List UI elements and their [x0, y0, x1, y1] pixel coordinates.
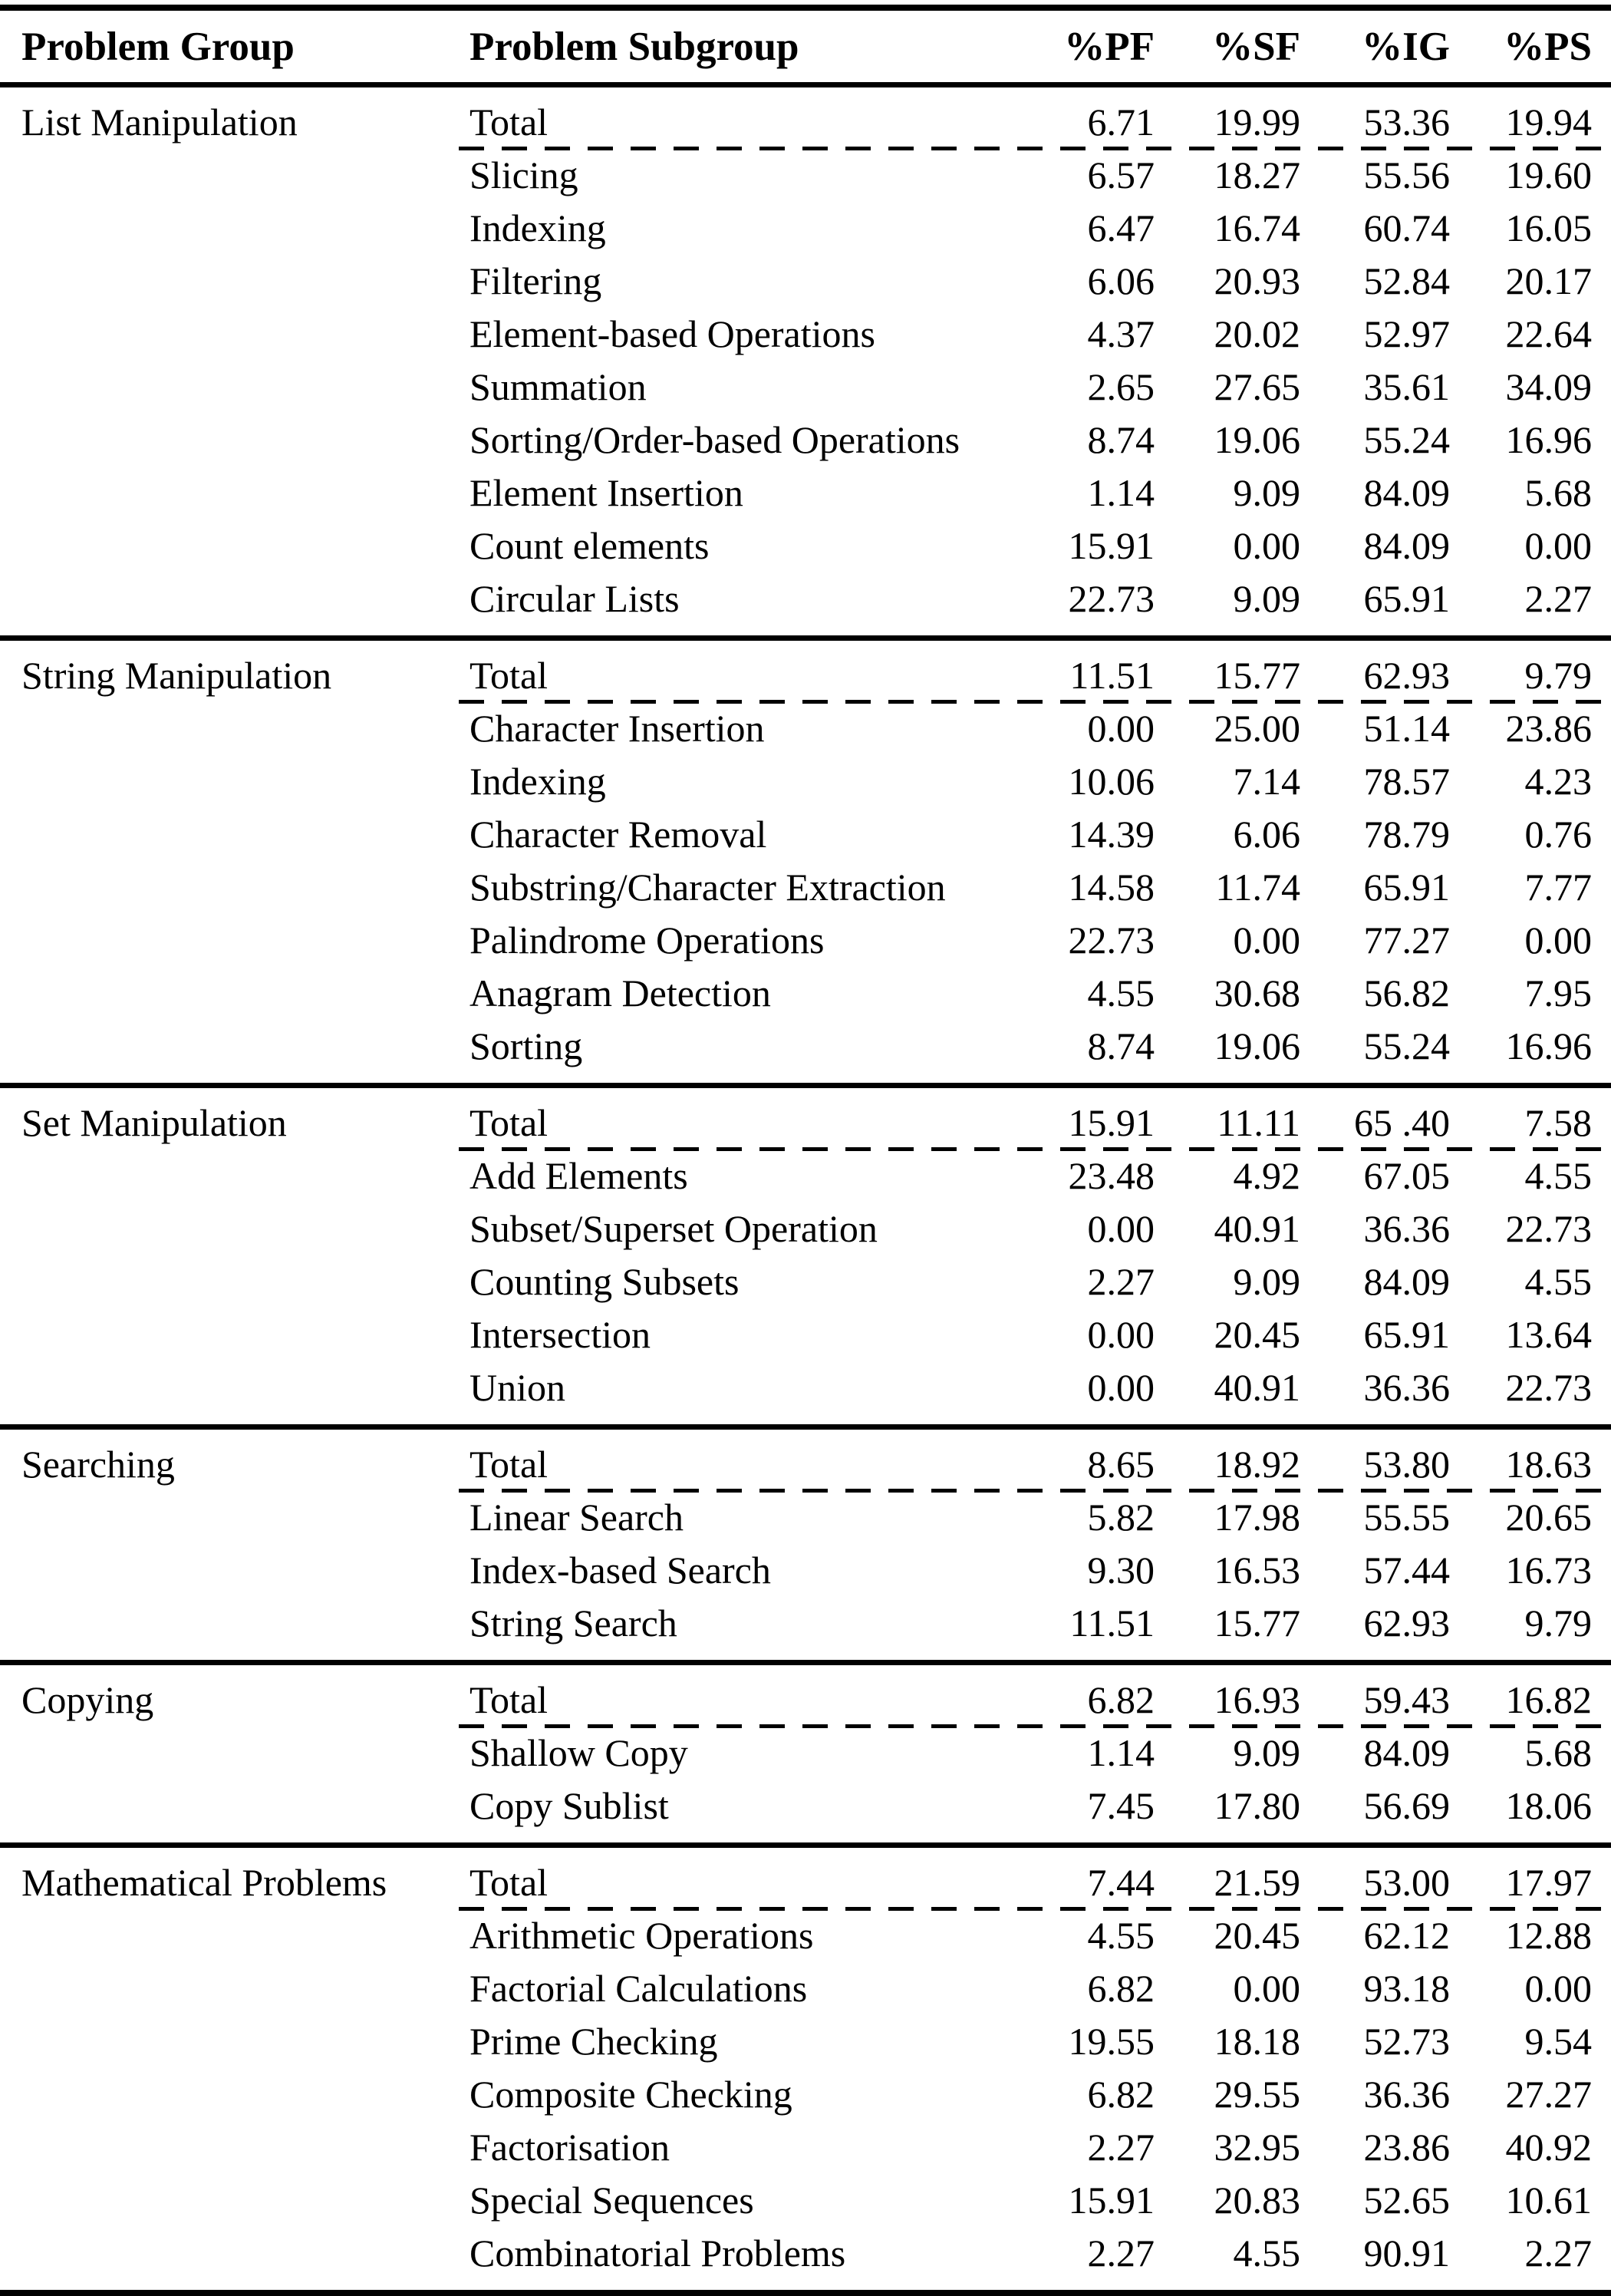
cell-problem-subgroup: Palindrome Operations [469, 918, 825, 962]
header-bottom-rule [0, 82, 1611, 87]
table-header-row [0, 11, 1611, 82]
table-row [0, 2120, 1611, 2173]
cell-sf: 40.91 [1214, 1206, 1300, 1250]
cell-ps: 5.68 [1524, 470, 1592, 514]
table-row [0, 1361, 1611, 1414]
table-row [0, 201, 1611, 254]
group-separator-rule [0, 635, 1611, 641]
cell-ig: 84.09 [1363, 523, 1450, 567]
cell-sf: 11.74 [1215, 865, 1300, 909]
cell-sf: 15.77 [1214, 1601, 1300, 1644]
table-row-total [0, 1856, 1611, 1908]
cell-problem-subgroup: Character Removal [469, 812, 767, 856]
table-row [0, 519, 1611, 572]
cell-problem-subgroup: Copy Sublist [469, 1783, 669, 1827]
table-row [0, 307, 1611, 360]
cell-problem-subgroup: Linear Search [469, 1495, 684, 1539]
cell-pf: 6.06 [1087, 259, 1155, 302]
cell-ps: 4.23 [1524, 759, 1592, 803]
cell-ig: 53.80 [1363, 1442, 1450, 1486]
cell-pf: 4.37 [1087, 312, 1155, 355]
cell-sf: 9.09 [1233, 1730, 1300, 1774]
table-row [0, 807, 1611, 860]
cell-pf: 6.82 [1087, 1677, 1155, 1721]
table-row [0, 1779, 1611, 1832]
table-row-total [0, 1673, 1611, 1726]
table-row-total [0, 1096, 1611, 1149]
cell-pf: 11.51 [1069, 653, 1155, 697]
cell-ps: 2.27 [1524, 576, 1592, 620]
table-row [0, 2226, 1611, 2279]
cell-ps: 4.55 [1524, 1153, 1592, 1197]
cell-ig: 84.09 [1363, 470, 1450, 514]
cell-sf: 20.45 [1214, 1312, 1300, 1356]
cell-sf: 30.68 [1214, 971, 1300, 1014]
table-row [0, 2014, 1611, 2067]
table-row [0, 466, 1611, 519]
cell-problem-subgroup: Arithmetic Operations [469, 1913, 814, 1957]
cell-problem-subgroup: Indexing [469, 206, 606, 249]
group-separator-rule [0, 1842, 1611, 1848]
group-section-set-manipulation [0, 1088, 1611, 1424]
cell-ps: 12.88 [1505, 1913, 1592, 1957]
cell-sf: 17.98 [1214, 1495, 1300, 1539]
cell-sf: 19.99 [1214, 100, 1300, 144]
cell-sf: 20.02 [1214, 312, 1300, 355]
cell-pf: 6.82 [1087, 2072, 1155, 2116]
cell-sf: 6.06 [1233, 812, 1300, 856]
cell-ig: 36.36 [1363, 1365, 1450, 1409]
cell-problem-group: Copying [21, 1677, 154, 1721]
cell-sf: 18.92 [1214, 1442, 1300, 1486]
cell-sf: 18.27 [1214, 153, 1300, 196]
cell-ig: 65.91 [1363, 865, 1450, 909]
cell-problem-group: String Manipulation [21, 653, 332, 697]
cell-ps: 16.96 [1505, 417, 1592, 461]
cell-ps: 7.58 [1524, 1100, 1592, 1144]
cell-pf: 22.73 [1068, 918, 1155, 962]
cell-ps: 17.97 [1505, 1860, 1592, 1904]
cell-problem-subgroup: Index-based Search [469, 1548, 771, 1592]
table-row [0, 913, 1611, 966]
col-header-ps: %PS [1504, 24, 1592, 69]
cell-pf: 23.48 [1068, 1153, 1155, 1197]
cell-ps: 27.27 [1505, 2072, 1592, 2116]
cell-ig: 23.86 [1363, 2125, 1450, 2169]
group-section-searching [0, 1430, 1611, 1660]
cell-ps: 16.05 [1505, 206, 1592, 249]
cell-sf: 4.92 [1233, 1153, 1300, 1197]
cell-problem-subgroup: Union [469, 1365, 565, 1409]
cell-sf: 11.11 [1217, 1100, 1300, 1144]
cell-sf: 9.09 [1233, 576, 1300, 620]
group-separator-rule [0, 1083, 1611, 1088]
cell-sf: 4.55 [1233, 2231, 1300, 2275]
cell-ig: 53.00 [1363, 1860, 1450, 1904]
cell-problem-subgroup: Factorisation [469, 2125, 670, 2169]
cell-sf: 0.00 [1233, 918, 1300, 962]
cell-ps: 2.27 [1524, 2231, 1592, 2275]
cell-problem-subgroup: Add Elements [469, 1153, 688, 1197]
table-row [0, 2067, 1611, 2120]
cell-ps: 19.60 [1505, 153, 1592, 196]
cell-sf: 17.80 [1214, 1783, 1300, 1827]
cell-problem-subgroup: Combinatorial Problems [469, 2231, 846, 2275]
cell-problem-subgroup: Total [469, 1860, 549, 1904]
table-row [0, 413, 1611, 466]
cell-ig: 52.65 [1363, 2178, 1450, 2222]
cell-sf: 32.95 [1214, 2125, 1300, 2169]
col-header-sf: %SF [1212, 24, 1300, 69]
cell-problem-subgroup: Total [469, 653, 549, 697]
table-row [0, 1596, 1611, 1649]
cell-ig: 62.93 [1363, 1601, 1450, 1644]
cell-ig: 56.82 [1363, 971, 1450, 1014]
cell-pf: 2.27 [1087, 2231, 1155, 2275]
cell-ps: 9.54 [1524, 2019, 1592, 2063]
cell-pf: 10.06 [1068, 759, 1155, 803]
cell-ps: 9.79 [1524, 653, 1592, 697]
cell-problem-subgroup: Total [469, 1100, 549, 1144]
cell-ig: 84.09 [1363, 1259, 1450, 1303]
col-header-problem-subgroup: Problem Subgroup [469, 24, 799, 69]
cell-pf: 4.55 [1087, 1913, 1155, 1957]
cell-ps: 20.17 [1505, 259, 1592, 302]
group-section-string-manipulation [0, 641, 1611, 1083]
cell-ps: 16.82 [1505, 1677, 1592, 1721]
cell-sf: 19.06 [1214, 417, 1300, 461]
cell-ig: 62.93 [1363, 653, 1450, 697]
cell-problem-subgroup: Composite Checking [469, 2072, 792, 2116]
cell-problem-subgroup: String Search [469, 1601, 677, 1644]
cell-problem-subgroup: Special Sequences [469, 2178, 754, 2222]
cell-problem-subgroup: Circular Lists [469, 576, 680, 620]
cell-ps: 19.94 [1505, 100, 1592, 144]
cell-pf: 6.47 [1087, 206, 1155, 249]
cell-ig: 59.43 [1363, 1677, 1450, 1721]
group-separator-rule [0, 1660, 1611, 1665]
cell-sf: 16.74 [1214, 206, 1300, 249]
cell-ig: 93.18 [1363, 1966, 1450, 2010]
cell-ps: 0.00 [1524, 918, 1592, 962]
table-row [0, 1308, 1611, 1361]
cell-sf: 25.00 [1214, 706, 1300, 750]
cell-sf: 0.00 [1233, 1966, 1300, 2010]
cell-problem-subgroup: Counting Subsets [469, 1259, 740, 1303]
cell-problem-group: Mathematical Problems [21, 1860, 387, 1904]
cell-sf: 27.65 [1214, 365, 1300, 408]
cell-ps: 9.79 [1524, 1601, 1592, 1644]
cell-pf: 0.00 [1087, 1312, 1155, 1356]
cell-problem-group: List Manipulation [21, 100, 298, 144]
cell-pf: 2.27 [1087, 1259, 1155, 1303]
table-bottom-rule [0, 2290, 1611, 2296]
cell-ps: 10.61 [1505, 2178, 1592, 2222]
cell-ig: 53.36 [1363, 100, 1450, 144]
cell-ps: 23.86 [1505, 706, 1592, 750]
cell-pf: 14.39 [1068, 812, 1155, 856]
cell-ps: 22.73 [1505, 1365, 1592, 1409]
cell-ig: 36.36 [1363, 1206, 1450, 1250]
cell-pf: 7.44 [1087, 1860, 1155, 1904]
cell-problem-subgroup: Total [469, 1677, 549, 1721]
cell-ps: 5.68 [1524, 1730, 1592, 1774]
cell-ps: 22.73 [1505, 1206, 1592, 1250]
table-row [0, 966, 1611, 1019]
group-separator-rule [0, 1424, 1611, 1430]
cell-pf: 19.55 [1068, 2019, 1155, 2063]
cell-pf: 6.57 [1087, 153, 1155, 196]
cell-ig: 62.12 [1363, 1913, 1450, 1957]
table-row-total [0, 95, 1611, 148]
table-row-total [0, 1437, 1611, 1490]
group-section-mathematical-problems [0, 1848, 1611, 2290]
cell-ig: 65 .40 [1354, 1100, 1450, 1144]
cell-ps: 20.65 [1505, 1495, 1592, 1539]
cell-pf: 8.74 [1087, 417, 1155, 461]
table-row [0, 701, 1611, 754]
cell-ps: 0.00 [1524, 1966, 1592, 2010]
cell-problem-subgroup: Sorting [469, 1024, 583, 1067]
cell-ps: 13.64 [1505, 1312, 1592, 1356]
table-row-total [0, 648, 1611, 701]
cell-ig: 90.91 [1363, 2231, 1450, 2275]
table-row [0, 1490, 1611, 1543]
cell-pf: 0.00 [1087, 1365, 1155, 1409]
cell-problem-subgroup: Filtering [469, 259, 602, 302]
cell-problem-subgroup: Total [469, 100, 549, 144]
cell-sf: 15.77 [1214, 653, 1300, 697]
cell-ig: 52.73 [1363, 2019, 1450, 2063]
cell-pf: 15.91 [1068, 523, 1155, 567]
table-row [0, 360, 1611, 413]
cell-problem-subgroup: Summation [469, 365, 647, 408]
cell-sf: 7.14 [1233, 759, 1300, 803]
cell-problem-subgroup: Shallow Copy [469, 1730, 688, 1774]
cell-problem-subgroup: Prime Checking [469, 2019, 718, 2063]
cell-sf: 9.09 [1233, 1259, 1300, 1303]
cell-ps: 22.64 [1505, 312, 1592, 355]
cell-problem-subgroup: Element-based Operations [469, 312, 875, 355]
cell-pf: 15.91 [1068, 1100, 1155, 1144]
cell-ps: 18.63 [1505, 1442, 1592, 1486]
cell-sf: 0.00 [1233, 523, 1300, 567]
cell-pf: 1.14 [1087, 1730, 1155, 1774]
cell-ps: 18.06 [1505, 1783, 1592, 1827]
table-row [0, 1019, 1611, 1072]
cell-problem-subgroup: Character Insertion [469, 706, 765, 750]
cell-ig: 77.27 [1363, 918, 1450, 962]
cell-problem-subgroup: Total [469, 1442, 549, 1486]
cell-sf: 9.09 [1233, 470, 1300, 514]
cell-ig: 67.05 [1363, 1153, 1450, 1197]
group-section-list-manipulation [0, 87, 1611, 635]
cell-sf: 16.53 [1214, 1548, 1300, 1592]
cell-pf: 11.51 [1069, 1601, 1155, 1644]
cell-problem-group: Set Manipulation [21, 1100, 287, 1144]
cell-ig: 84.09 [1363, 1730, 1450, 1774]
cell-pf: 1.14 [1087, 470, 1155, 514]
cell-ps: 0.76 [1524, 812, 1592, 856]
cell-ps: 7.95 [1524, 971, 1592, 1014]
cell-ps: 16.96 [1505, 1024, 1592, 1067]
cell-pf: 0.00 [1087, 1206, 1155, 1250]
table-row [0, 1202, 1611, 1255]
cell-problem-subgroup: Element Insertion [469, 470, 743, 514]
cell-ig: 55.24 [1363, 1024, 1450, 1067]
cell-ig: 55.56 [1363, 153, 1450, 196]
cell-pf: 4.55 [1087, 971, 1155, 1014]
cell-ig: 51.14 [1363, 706, 1450, 750]
cell-sf: 29.55 [1214, 2072, 1300, 2116]
cell-ig: 56.69 [1363, 1783, 1450, 1827]
cell-problem-subgroup: Count elements [469, 523, 710, 567]
cell-sf: 18.18 [1214, 2019, 1300, 2063]
cell-ig: 60.74 [1363, 206, 1450, 249]
cell-sf: 19.06 [1214, 1024, 1300, 1067]
cell-problem-subgroup: Subset/Superset Operation [469, 1206, 878, 1250]
cell-problem-subgroup: Indexing [469, 759, 606, 803]
cell-ps: 0.00 [1524, 523, 1592, 567]
cell-pf: 6.71 [1087, 100, 1155, 144]
table-row [0, 1543, 1611, 1596]
table-row [0, 1726, 1611, 1779]
cell-ig: 36.36 [1363, 2072, 1450, 2116]
cell-pf: 8.65 [1087, 1442, 1155, 1486]
cell-ig: 65.91 [1363, 1312, 1450, 1356]
table-row [0, 1961, 1611, 2014]
cell-ig: 57.44 [1363, 1548, 1450, 1592]
cell-sf: 16.93 [1214, 1677, 1300, 1721]
cell-ig: 35.61 [1363, 365, 1450, 408]
cell-problem-subgroup: Sorting/Order-based Operations [469, 417, 960, 461]
cell-pf: 14.58 [1068, 865, 1155, 909]
cell-pf: 8.74 [1087, 1024, 1155, 1067]
cell-ig: 55.55 [1363, 1495, 1450, 1539]
cell-ps: 4.55 [1524, 1259, 1592, 1303]
table-body [0, 87, 1611, 2290]
table-row [0, 254, 1611, 307]
cell-ig: 52.97 [1363, 312, 1450, 355]
cell-ps: 16.73 [1505, 1548, 1592, 1592]
cell-ig: 78.79 [1363, 812, 1450, 856]
cell-pf: 2.65 [1087, 365, 1155, 408]
cell-sf: 20.93 [1214, 259, 1300, 302]
cell-sf: 21.59 [1214, 1860, 1300, 1904]
cell-sf: 40.91 [1214, 1365, 1300, 1409]
cell-pf: 2.27 [1087, 2125, 1155, 2169]
cell-problem-subgroup: Anagram Detection [469, 971, 771, 1014]
table-row [0, 148, 1611, 201]
table-row [0, 1255, 1611, 1308]
col-header-ig: %IG [1362, 24, 1450, 69]
cell-ig: 78.57 [1363, 759, 1450, 803]
cell-problem-subgroup: Factorial Calculations [469, 1966, 808, 2010]
cell-pf: 0.00 [1087, 706, 1155, 750]
cell-ps: 7.77 [1524, 865, 1592, 909]
cell-problem-subgroup: Slicing [469, 153, 578, 196]
table-top-rule [0, 5, 1611, 11]
cell-sf: 20.83 [1214, 2178, 1300, 2222]
cell-pf: 6.82 [1087, 1966, 1155, 2010]
cell-problem-group: Searching [21, 1442, 175, 1486]
table-row [0, 572, 1611, 625]
table-row [0, 754, 1611, 807]
cell-pf: 15.91 [1068, 2178, 1155, 2222]
cell-pf: 7.45 [1087, 1783, 1155, 1827]
cell-ig: 55.24 [1363, 417, 1450, 461]
table-row [0, 1908, 1611, 1961]
table-row [0, 2173, 1611, 2226]
cell-sf: 20.45 [1214, 1913, 1300, 1957]
cell-problem-subgroup: Substring/Character Extraction [469, 865, 946, 909]
cell-ps: 34.09 [1505, 365, 1592, 408]
cell-problem-subgroup: Intersection [469, 1312, 651, 1356]
cell-ig: 65.91 [1363, 576, 1450, 620]
col-header-pf: %PF [1064, 24, 1155, 69]
col-header-problem-group: Problem Group [21, 24, 295, 69]
cell-ig: 52.84 [1363, 259, 1450, 302]
table-row [0, 1149, 1611, 1202]
cell-pf: 22.73 [1068, 576, 1155, 620]
cell-pf: 5.82 [1087, 1495, 1155, 1539]
table-row [0, 860, 1611, 913]
group-section-copying [0, 1665, 1611, 1842]
cell-pf: 9.30 [1087, 1548, 1155, 1592]
cell-ps: 40.92 [1505, 2125, 1592, 2169]
